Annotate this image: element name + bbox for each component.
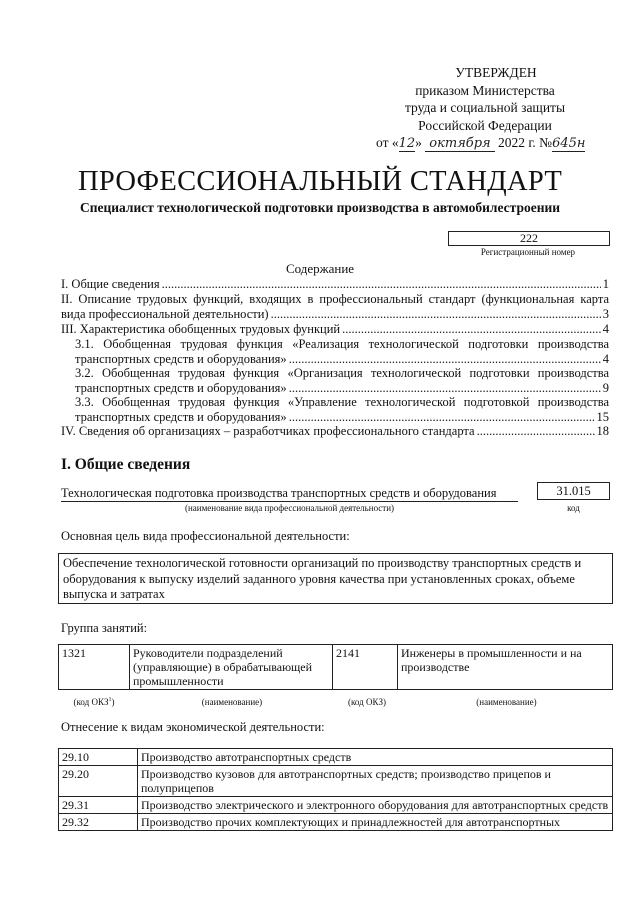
okz-code-caption: (код ОКЗ): [348, 697, 386, 707]
okved-code-cell: 29.20: [59, 766, 138, 797]
toc-item[interactable]: 3.2. Обобщенная трудовая функция «Организация технологической подготовки производства транспортных средств и оборудования» ..... 9: [75, 366, 609, 396]
toc-title: Содержание: [285, 261, 355, 276]
okved-code-cell: 29.31: [59, 797, 138, 814]
date-year: 2022 г. №: [498, 135, 553, 150]
toc-item[interactable]: 3.3. Обобщенная трудовая функция «Управление технологической подготовкой производства транспортных средств и оборудования» ..... 15: [75, 395, 609, 425]
activity-name-caption: (наименование вида профессиональной деятельности): [184, 503, 395, 513]
toc-item[interactable]: IV. Сведения об организациях – разработчиках профессионального стандарта ..... 18: [61, 424, 609, 439]
registration-label: Регистрационный номер: [480, 247, 576, 257]
table-row: [59, 766, 613, 797]
okved-name-cell: Производство электрического и электронного оборудования для автотранспортных средств: [138, 797, 613, 814]
okz-code-cell: 1321: [59, 645, 130, 690]
okz-name-caption: (наименование): [201, 697, 263, 707]
table-row: [59, 749, 613, 766]
okved-label: Отнесение к видам экономической деятельности:: [61, 720, 325, 734]
okved-name-cell: Производство прочих комплектующих и принадлежностей для автотранспортных: [138, 814, 613, 831]
toc-item[interactable]: I. Общие сведения ..... 1: [61, 277, 609, 292]
okved-name-cell: Производство кузовов для автотранспортных средств; производство прицепов и полуприцепов: [138, 766, 613, 797]
order-number: 645н: [552, 136, 586, 151]
table-row: [59, 797, 613, 814]
okved-code-cell: 29.32: [59, 814, 138, 831]
approval-line: труда и социальной защиты: [404, 100, 566, 115]
registration-number: 222: [448, 231, 610, 246]
activity-code-caption: код: [567, 503, 580, 513]
approval-date: [360, 134, 610, 153]
okved-code-cell: 29.10: [59, 749, 138, 766]
okz-name-caption: (наименование): [476, 697, 537, 707]
okved-table: [58, 748, 613, 831]
activity-code: 31.015: [537, 482, 610, 500]
date-mid: »: [415, 135, 422, 150]
page-title: ПРОФЕССИОНАЛЬНЫЙ СТАНДАРТ: [77, 166, 563, 197]
okz-code-cell: 2141: [333, 645, 398, 690]
goal-label: Основная цель вида профессиональной деятельности:: [61, 529, 350, 543]
toc-item[interactable]: III. Характеристика обобщенных трудовых функций ..... 4: [61, 322, 609, 337]
section-heading: I. Общие сведения: [61, 456, 191, 473]
okz-code-caption: (код ОКЗ$^1$): [73, 697, 115, 707]
occupation-group-table: [58, 644, 613, 690]
okz-name-cell: Инженеры в промышленности и на производстве: [398, 645, 613, 690]
approval-line: приказом Министерства: [415, 82, 555, 98]
okved-name-cell: Производство автотранспортных средств: [138, 749, 613, 766]
table-row: [59, 814, 613, 831]
okz-name-cell: Руководители подразделений (управляющие) в обрабатывающей промышленности: [130, 645, 333, 690]
date-day: 12: [398, 136, 416, 151]
date-month: октября: [425, 136, 494, 152]
date-prefix: от «: [376, 135, 399, 150]
approval-block: [360, 64, 610, 153]
goal-text: Обеспечение технологической готовности организаций по производству транспортных средств и оборудования к выпуску изделий заданного уровня качества при установленных сроках, объеме выпуска и затратах: [58, 553, 613, 604]
activity-name: Технологическая подготовка производства транспортных средств и оборудования: [61, 486, 518, 502]
approval-line: Российской Федерации: [418, 117, 552, 133]
toc-item[interactable]: 3.1. Обобщенная трудовая функция «Реализация технологической подготовки производства транспортных средств и оборудования» ..... 4: [75, 337, 609, 367]
approval-title: УТВЕРЖДЕН: [455, 65, 537, 80]
toc-item[interactable]: II. Описание трудовых функций, входящих в профессиональный стандарт (функциональная карта вида профессиональной деятельности) ..... 3: [61, 292, 609, 322]
group-label: Группа занятий:: [61, 621, 148, 635]
page-subtitle: Специалист технологической подготовки производства в автомобилестроении: [79, 200, 561, 215]
